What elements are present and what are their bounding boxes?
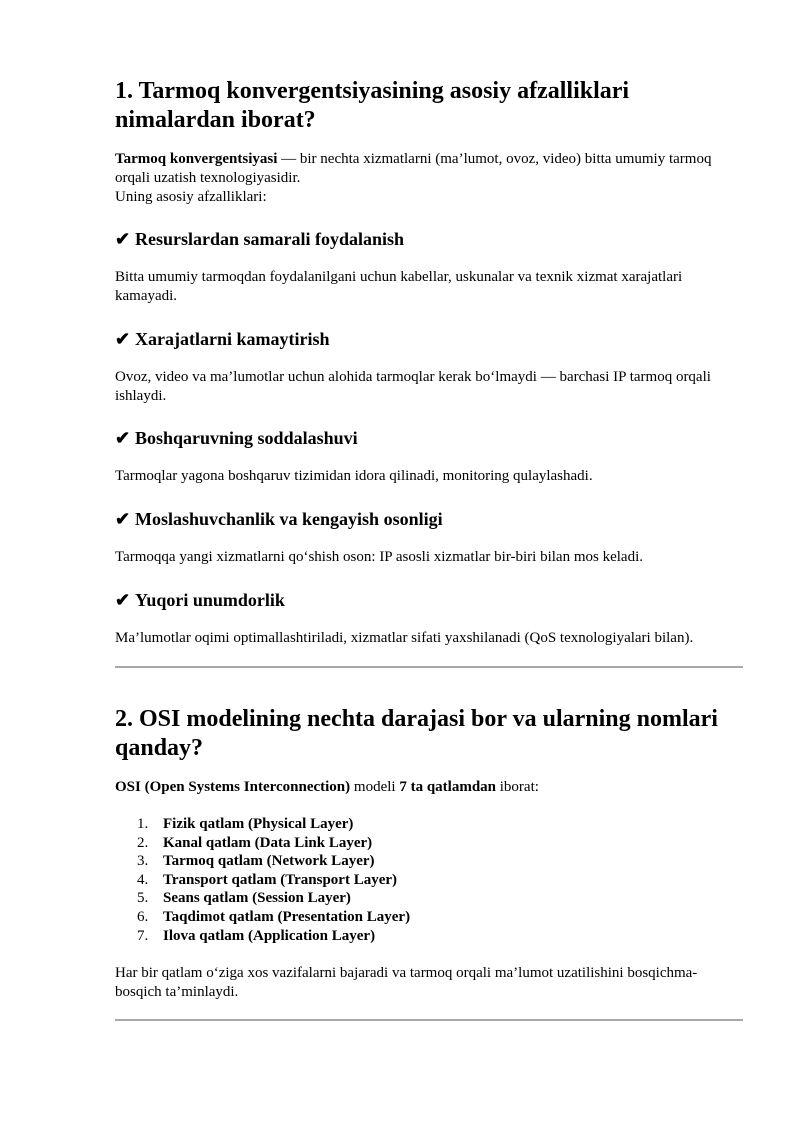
checkmark-icon: ✔ [115, 428, 131, 448]
benefit-text: Tarmoqqa yangi xizmatlarni qo‘shish oson: IP asosli xizmatlar bir-biri bilan mos keladi. [115, 549, 643, 565]
section1-intro-line2: Uning asosiy afzalliklari: [115, 189, 267, 205]
benefit-text: Tarmoqlar yagona boshqaruv tizimidan idora qilinadi, monitoring qulaylashadi. [115, 468, 593, 484]
section2-intro-bold2: 7 ta qatlamdan [399, 779, 497, 795]
checkmark-icon: ✔ [115, 509, 131, 529]
benefit-heading: ✔ Xarajatlarni kamaytirish [115, 329, 330, 349]
benefit-heading: ✔ Yuqori unumdorlik [115, 590, 285, 610]
benefit-text: Bitta umumiy tarmoqdan foydalanilgani uchun kabellar, uskunalar va texnik xizmat xarajatlari kamayadi. [115, 269, 683, 304]
benefit-text: Ovoz, video va ma’lumotlar uchun alohida tarmoqlar kerak bo‘lmaydi — barchasi IP tarmoq orqali ishlaydi. [115, 369, 711, 404]
divider [115, 1019, 743, 1021]
section2-closing: Har bir qatlam o‘ziga xos vazifalarni bajaradi va tarmoq orqali ma’lumot uzatilishini bosqichma-bosqich ta’minlaydi. [115, 965, 698, 1000]
list-item: 1. Fizik qatlam (Physical Layer) [137, 816, 354, 832]
benefit-heading: ✔ Resurslardan samarali foydalanish [115, 229, 405, 249]
checkmark-icon: ✔ [115, 590, 131, 610]
list-item: 4. Transport qatlam (Transport Layer) [137, 871, 398, 888]
checkmark-icon: ✔ [115, 329, 131, 349]
list-item: 2. Kanal qatlam (Data Link Layer) [137, 834, 373, 851]
section2-title: 2. OSI modelining nechta darajasi bor va ularning nomlari qanday? [115, 706, 718, 761]
divider [115, 666, 743, 668]
benefit-heading: ✔ Boshqaruvning soddalashuvi [115, 428, 358, 448]
checkmark-icon: ✔ [115, 229, 131, 249]
section2-intro-bold1: OSI (Open Systems Interconnection) [115, 779, 351, 795]
section1-title: 1. Tarmoq konvergentsiyasining asosiy afzalliklari nimalardan iborat? [115, 78, 630, 133]
list-item: 3. Tarmoq qatlam (Network Layer) [137, 853, 375, 870]
list-item: 5. Seans qatlam (Session Layer) [137, 890, 351, 907]
list-item: 7. Ilova qatlam (Application Layer) [137, 927, 376, 944]
section1-intro [115, 150, 743, 207]
list-item: 6. Taqdimot qatlam (Presentation Layer) [137, 908, 411, 925]
benefit-heading: ✔ Moslashuvchanlik va kengayish osonligi [115, 509, 443, 529]
benefit-text: Ma’lumotlar oqimi optimallashtiriladi, xizmatlar sifati yaxshilanadi (QoS texnologiyalari bilan). [115, 630, 694, 646]
section1-intro-rest: — bir nechta xizmatlarni (ma’lumot, ovoz, video) bitta umumiy tarmoq orqali uzatish texnologiyasidir. [115, 151, 712, 186]
section2-intro: OSI (Open Systems Interconnection) modeli 7 ta qatlamdan iborat: [115, 779, 539, 795]
section1-intro-term: Tarmoq konvergentsiyasi [115, 151, 278, 167]
osi-layer-list [115, 815, 743, 945]
